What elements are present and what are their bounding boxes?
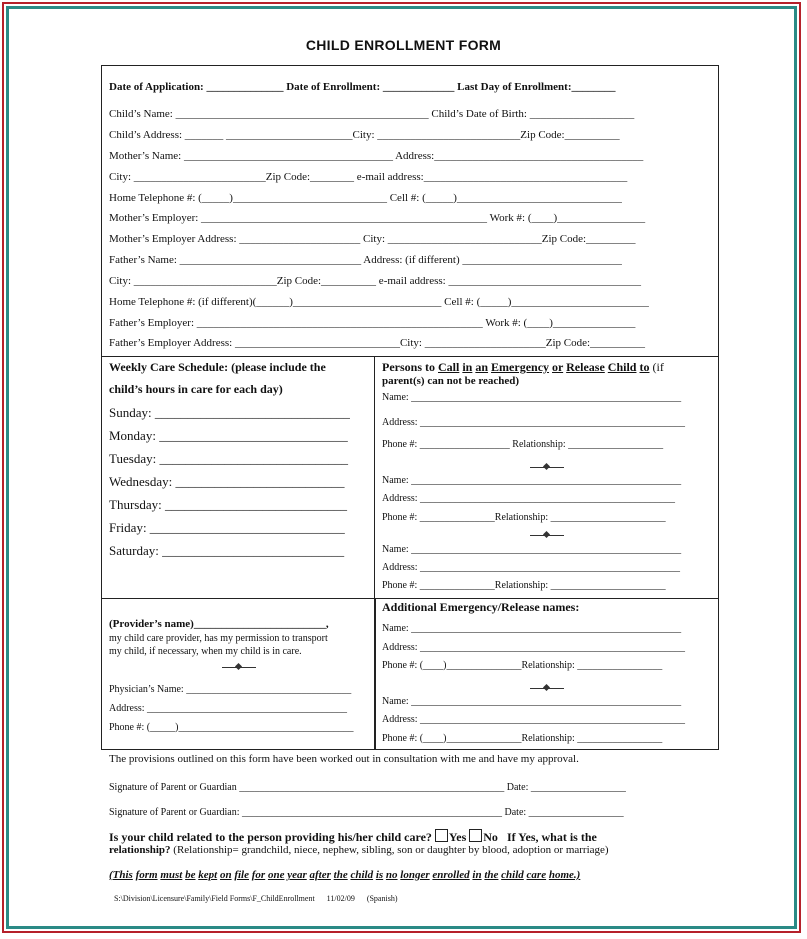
emergency-3-phone[interactable]: Phone #: _______________Relationship: _______________________ [382,580,666,591]
emergency-3-address[interactable]: Address: ____________________________________________________ [382,562,681,573]
provisions-text: The provisions outlined on this form have been worked out in consultation with me and have my approval. [109,753,579,765]
provider-name-line[interactable]: (Provider’s name)________________________, [109,618,329,630]
schedule-heading-1: Weekly Care Schedule: (please include the [109,360,326,374]
mother-employer-row[interactable]: Mother’s Employer: ____________________________________________________ Work #: (____)________________ [109,212,646,224]
physician-phone[interactable]: Phone #: (_____)___________________________________ [109,722,354,733]
child-name-row[interactable]: Child’s Name: ______________________________________________ Child’s Date of Birth: ___________________ [109,108,635,120]
no-checkbox[interactable] [469,829,482,842]
emergency-1-name[interactable]: Name: ______________________________________________________ [382,392,682,403]
father-city-row[interactable]: City: __________________________Zip Code:__________ e-mail address: ___________________________________ [109,275,641,287]
provider-text-2: my child, if necessary, when my child is in care. [109,646,302,657]
file-note: (This form must be kept on file for one year after the child is no longer enrolled in the child care home.) [109,869,581,881]
related-question: Is your child related to the person providing his/her child care? Yes No If Yes, what is the [109,830,597,844]
emergency-1-address[interactable]: Address: _____________________________________________________ [382,417,686,428]
emergency-2-phone[interactable]: Phone #: _______________Relationship: _______________________ [382,512,666,523]
mother-city-row[interactable]: City: ________________________Zip Code:________ e-mail address:_____________________________________ [109,171,628,183]
father-phone-row[interactable]: Home Telephone #: (if different)(______)___________________________ Cell #: (_____)_________________________ [109,296,649,308]
relationship-line[interactable]: relationship? (Relationship= grandchild, niece, nephew, sibling, son or daughter by blood, adoption or marriage) [109,844,609,856]
schedule-tuesday[interactable]: Tuesday: _____________________________ [109,451,348,466]
schedule-saturday[interactable]: Saturday: ____________________________ [109,543,345,558]
schedule-friday[interactable]: Friday: ______________________________ [109,520,345,535]
mother-employer-address-row[interactable]: Mother’s Employer Address: ______________________ City: ____________________________Zip Code:_________ [109,233,636,245]
father-employer-address-row[interactable]: Father’s Employer Address: ______________________________City: ______________________Zip Code:__________ [109,337,646,349]
yes-checkbox[interactable] [435,829,448,842]
father-employer-row[interactable]: Father’s Employer: ____________________________________________________ Work #: (____)_______________ [109,317,636,329]
additional-2-phone[interactable]: Phone #: (____)_______________Relationship: _________________ [382,733,663,744]
additional-2-address[interactable]: Address: _____________________________________________________ [382,714,686,725]
emergency-3-name[interactable]: Name: ______________________________________________________ [382,544,682,555]
separator-ornament [530,531,564,539]
additional-1-address[interactable]: Address: _____________________________________________________ [382,642,686,653]
emergency-heading-2: parent(s) can not be reached) [382,375,520,387]
mother-name-row[interactable]: Mother’s Name: ______________________________________ Address:______________________________________ [109,150,644,162]
physician-address[interactable]: Address: ________________________________________ [109,703,348,714]
form-title: CHILD ENROLLMENT FORM [305,37,502,53]
signature-2[interactable]: Signature of Parent or Guardian: ____________________________________________________ Date: ___________________ [109,807,624,818]
additional-heading: Additional Emergency/Release names: [382,600,580,614]
additional-box [374,598,719,750]
separator-ornament [530,684,564,692]
emergency-heading: Persons to Call in an Emergency or Release Child to (if [382,360,664,374]
separator-ornament [530,463,564,471]
physician-name[interactable]: Physician’s Name: _________________________________ [109,684,352,695]
schedule-monday[interactable]: Monday: _____________________________ [109,428,348,443]
additional-1-name[interactable]: Name: ______________________________________________________ [382,623,682,634]
emergency-2-name[interactable]: Name: ______________________________________________________ [382,475,682,486]
emergency-2-address[interactable]: Address: ___________________________________________________ [382,493,676,504]
separator-ornament [222,663,256,671]
additional-2-name[interactable]: Name: ______________________________________________________ [382,696,682,707]
child-address-row[interactable]: Child’s Address: _______ _______________________City: __________________________Zip Code:__________ [109,129,620,141]
schedule-sunday[interactable]: Sunday: ______________________________ [109,405,350,420]
provider-text-1: my child care provider, has my permission to transport [109,633,328,644]
mother-phone-row[interactable]: Home Telephone #: (_____)____________________________ Cell #: (_____)______________________________ [109,192,622,204]
schedule-thursday[interactable]: Thursday: ____________________________ [109,497,347,512]
signature-1[interactable]: Signature of Parent or Guardian _____________________________________________________ Date: ___________________ [109,782,626,793]
schedule-wednesday[interactable]: Wednesday: __________________________ [109,474,345,489]
emergency-1-phone[interactable]: Phone #: __________________ Relationship: ___________________ [382,439,664,450]
father-name-row[interactable]: Father’s Name: _________________________________ Address: (if different) _____________________________ [109,254,622,266]
application-dates-row[interactable]: Date of Application: ______________ Date of Enrollment: _____________ Last Day of Enrollment:________ [109,81,616,93]
additional-1-phone[interactable]: Phone #: (____)_______________Relationship: _________________ [382,660,663,671]
footer-path: S:\Division\Licensure\Family\Field Forms\F_ChildEnrollment 11/02/09 (Spanish) [114,894,398,903]
schedule-heading-2: child’s hours in care for each day) [109,382,283,396]
